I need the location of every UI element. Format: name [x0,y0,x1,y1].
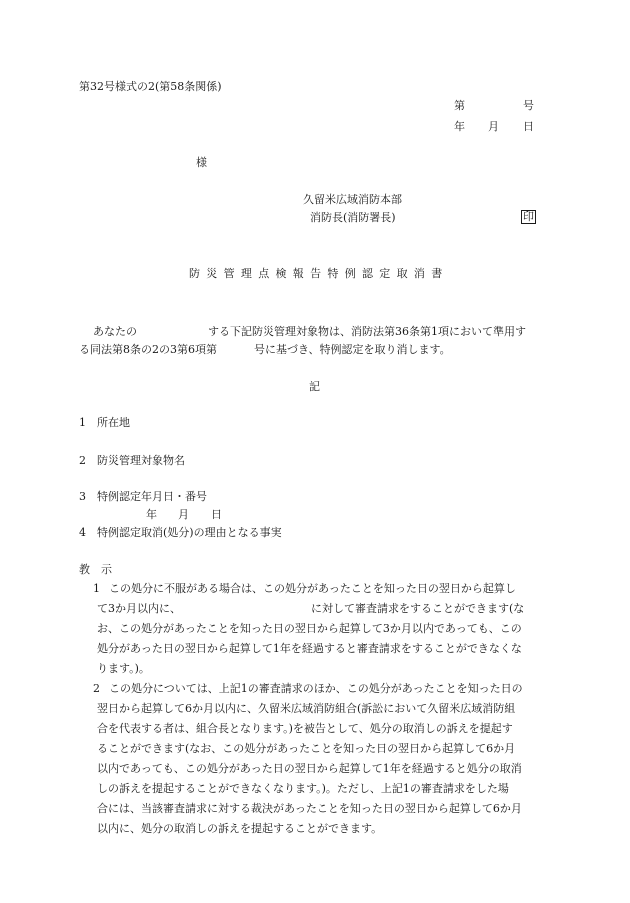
body-line1-rest: する下記防災管理対象物は、消防法第36条第1項において準用す [208,325,526,338]
note-1-line2-start: て3か月以内に、 [97,602,181,615]
note-1-line3: お、この処分があったことを知った日の翌日から起算して3か月以内であっても、この [97,622,522,635]
doc-number-prefix: 第 [454,99,465,112]
body-line2-rest: 号に基づき、特例認定を取り消します。 [254,343,451,356]
item-3-month: 月 [178,508,189,521]
kyoji-heading: 教 示 [79,563,112,576]
note-1-line2-rest: に対して審査請求をすることができます(な [311,602,525,615]
date-month: 月 [488,120,499,133]
note-2-line2: 翌日から起算して6か月以内に、久留米広域消防組合(訴訟において久留米広域消防組 [97,702,516,715]
body-line2-start: る同法第8条の2の3第6項第 [79,343,217,356]
note-1-number: 1 [93,582,100,595]
note-2-line4: ることができます(なお、この処分があったことを知った日の翌日から起算して6か月 [97,742,516,755]
date-year: 年 [454,120,465,133]
addressee-suffix: 様 [196,156,207,169]
issuer-title: 消防長(消防署長) [310,211,396,224]
note-1-line1: この処分に不服がある場合は、この処分があったことを知った日の翌日から起算し [109,582,516,595]
item-3-label: 特例認定年月日・番号 [97,490,207,503]
form-label: 第32号様式の2(第58条関係) [79,80,222,93]
item-2-number: 2 [79,454,86,467]
issuer-org: 久留米広域消防本部 [303,193,402,206]
note-1-line5: ります。)。 [97,662,150,675]
note-2-line6: しの訴えを提起することができなくなります。)。ただし、上記1の審査請求をした場 [97,782,509,795]
item-4-number: 4 [79,526,86,539]
note-2-number: 2 [93,682,100,695]
note-2-line3: 合を代表する者は、組合長となります。)を被告として、処分の取消しの訴えを提起す [97,722,513,735]
note-2-line7: 合には、当該審査請求に対する裁決があったことを知った日の翌日から起算して6か月 [97,802,522,815]
date-day: 日 [523,120,534,133]
item-1-label: 所在地 [97,416,130,429]
item-3-number: 3 [79,490,86,503]
seal-mark: 印 [523,210,534,223]
note-2-line8: 以内に、処分の取消しの訴えを提起することができます。 [97,822,383,835]
doc-number-suffix: 号 [523,99,534,112]
item-1-number: 1 [79,416,86,429]
item-4-label: 特例認定取消(処分)の理由となる事実 [97,526,282,539]
ki-heading: 記 [309,380,320,393]
body-line1-start: あなたの [93,325,137,338]
note-1-line4: 処分があった日の翌日から起算して1年を経過すると審査請求をすることができなくな [97,642,522,655]
item-3-day: 日 [211,508,222,521]
item-3-year: 年 [146,508,157,521]
item-2-label: 防災管理対象物名 [97,454,185,467]
note-2-line1: この処分については、上記1の審査請求のほか、この処分があったことを知った日の [109,682,523,695]
document-title: 防災管理点検報告特例認定取消書 [189,267,449,280]
note-2-line5: 以内であっても、この処分があった日の翌日から起算して1年を経過すると処分の取消 [97,762,522,775]
